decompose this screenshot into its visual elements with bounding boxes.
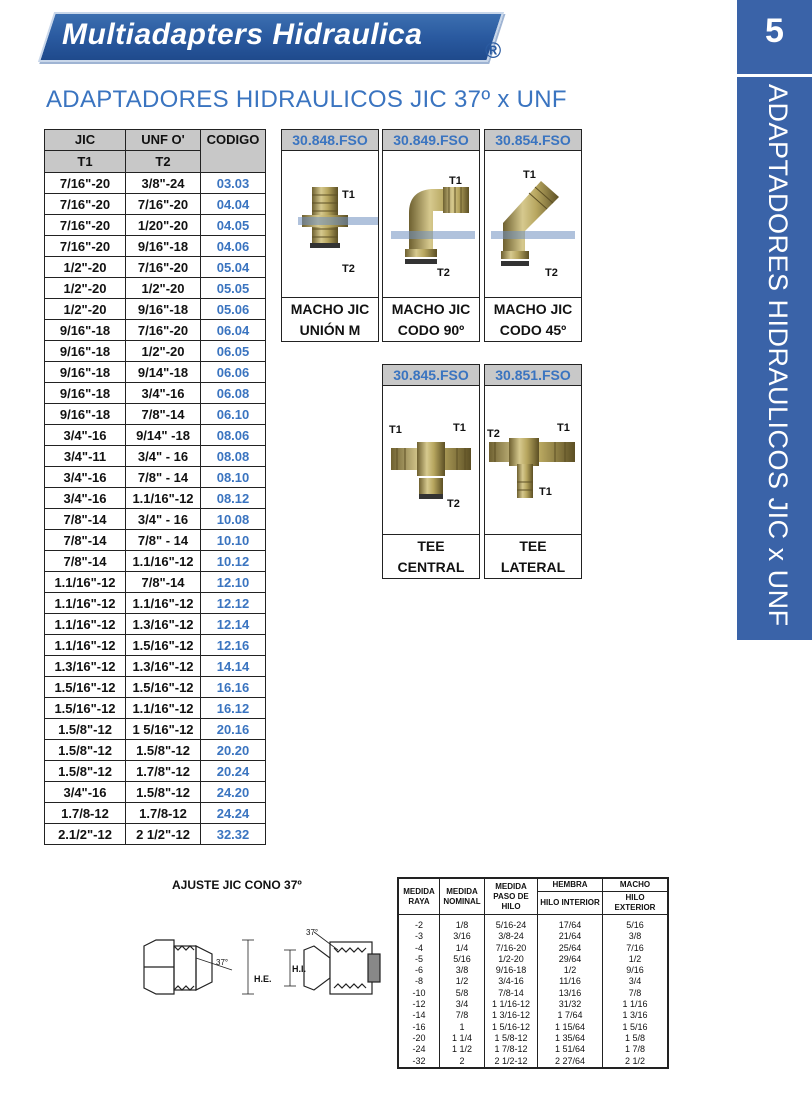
jic-cell: 7/16"-20 [45, 173, 126, 194]
spec-header-hembra: HEMBRA [538, 878, 603, 892]
spec-cell: 1 35/64 [538, 1033, 603, 1044]
spec-cell: 1 3/16-12 [485, 1010, 538, 1021]
table-row [45, 698, 266, 719]
spec-cell: 3/4 [603, 976, 669, 987]
table-row [45, 278, 266, 299]
jic-cell: 3/4"-16 [45, 467, 126, 488]
unf-cell: 7/16"-20 [126, 194, 201, 215]
unf-cell: 7/8"-14 [126, 404, 201, 425]
table-row [45, 383, 266, 404]
registered-mark: ® [485, 38, 502, 63]
unf-cell: 1/2"-20 [126, 278, 201, 299]
product-name-line1: MACHO JIC [391, 301, 471, 317]
jic-cell: 9/16"-18 [45, 341, 126, 362]
jic-cell: 7/8"-14 [45, 551, 126, 572]
spec-cell: 1/2 [538, 965, 603, 976]
jic-cell: 1/2"-20 [45, 278, 126, 299]
spec-cell: 13/16 [538, 988, 603, 999]
table-row [45, 782, 266, 803]
table-row [45, 404, 266, 425]
spec-header-hilo-interior: HILO INTERIOR [538, 892, 603, 915]
jic-cell: 7/16"-20 [45, 215, 126, 236]
codigo-cell: 20.24 [201, 761, 266, 782]
jic-cell: 1/2"-20 [45, 299, 126, 320]
table-row [45, 299, 266, 320]
table-row [45, 677, 266, 698]
jic-cell: 3/4"-16 [45, 782, 126, 803]
table-row [45, 635, 266, 656]
spec-cell: -8 [398, 976, 440, 987]
spec-header-hilo-exterior: HILO EXTERIOR [603, 892, 669, 915]
spec-cell: 1 1/16 [603, 999, 669, 1010]
spec-cell: 1 7/8-12 [485, 1044, 538, 1055]
table-row [45, 719, 266, 740]
spec-cell: 9/16-18 [485, 965, 538, 976]
thread-spec-table [397, 877, 669, 1069]
unf-cell: 9/14" -18 [126, 425, 201, 446]
jic-cell: 9/16"-18 [45, 362, 126, 383]
spec-row [398, 988, 668, 999]
jic-cell: 1.5/16"-12 [45, 677, 126, 698]
spec-cell: -10 [398, 988, 440, 999]
product-card [484, 129, 582, 342]
spec-row [398, 999, 668, 1010]
codigo-cell: 04.05 [201, 215, 266, 236]
spec-header-raya: MEDIDA RAYA [398, 878, 440, 915]
spec-cell: -5 [398, 954, 440, 965]
codigo-cell: 12.14 [201, 614, 266, 635]
product-name-line2: CENTRAL [397, 559, 465, 575]
spec-cell: 7/8 [603, 988, 669, 999]
ajuste-title: AJUSTE JIC CONO 37º [172, 878, 302, 892]
spec-cell: 1/2 [603, 954, 669, 965]
jic-cell: 1.1/16"-12 [45, 593, 126, 614]
jic-cell: 1.3/16"-12 [45, 656, 126, 677]
spec-cell: -3 [398, 931, 440, 942]
spec-cell: 5/8 [440, 988, 485, 999]
jic-cell: 9/16"-18 [45, 383, 126, 404]
side-title: ADAPTADORES HIDRAULICOS JIC x UNF [763, 84, 793, 627]
table-row [45, 740, 266, 761]
unf-cell: 1.5/8"-12 [126, 782, 201, 803]
spec-cell: -14 [398, 1010, 440, 1021]
table-row [45, 614, 266, 635]
spec-row [398, 1044, 668, 1055]
header-unf-sub: T2 [126, 151, 201, 173]
spec-cell: 11/16 [538, 976, 603, 987]
codigo-cell: 16.12 [201, 698, 266, 719]
product-image-elbow-45 [485, 151, 581, 298]
product-name-line2: CODO 90º [397, 322, 465, 338]
spec-row [398, 976, 668, 987]
spec-row [398, 915, 668, 932]
table-row [45, 446, 266, 467]
spec-cell: -6 [398, 965, 440, 976]
spec-cell: 7/16-20 [485, 943, 538, 954]
page-title: ADAPTADORES HIDRAULICOS JIC 37º x UNF [46, 86, 567, 113]
table-row [45, 320, 266, 341]
codigo-cell: 12.16 [201, 635, 266, 656]
section-side-tab [737, 0, 812, 640]
unf-cell: 7/16"-20 [126, 257, 201, 278]
spec-cell: 1 1/2 [440, 1044, 485, 1055]
codigo-cell: 05.05 [201, 278, 266, 299]
table-row [45, 509, 266, 530]
jic-cell: 1.5/16"-12 [45, 698, 126, 719]
spec-cell: 1/2 [440, 976, 485, 987]
spec-cell: -16 [398, 1022, 440, 1033]
t2-label: T2 [342, 263, 355, 275]
adapter-table [44, 129, 266, 845]
jic-cell: 9/16"-18 [45, 320, 126, 341]
unf-cell: 1 5/16"-12 [126, 719, 201, 740]
codigo-cell: 04.04 [201, 194, 266, 215]
spec-cell: 5/16 [603, 915, 669, 932]
logo-text [62, 18, 422, 52]
spec-cell: 7/16 [603, 943, 669, 954]
product-card [484, 364, 582, 579]
unf-cell: 1/20"-20 [126, 215, 201, 236]
spec-cell: 5/16 [440, 954, 485, 965]
table-row [45, 824, 266, 845]
spec-cell: 1 7/64 [538, 1010, 603, 1021]
unf-cell: 1.1/16"-12 [126, 593, 201, 614]
table-row [45, 362, 266, 383]
angle-label-male: 37° [216, 958, 229, 967]
side-divider [737, 74, 812, 77]
table-row [45, 761, 266, 782]
product-name [485, 535, 581, 578]
spec-cell: 2 [440, 1056, 485, 1068]
spec-cell: 1 5/16-12 [485, 1022, 538, 1033]
t1-label: T1 [389, 424, 402, 436]
spec-row [398, 931, 668, 942]
t1-label-right: T1 [453, 422, 466, 434]
spec-cell: 3/8 [440, 965, 485, 976]
spec-cell: 2 1/2 [603, 1056, 669, 1068]
jic-cell: 1.1/16"-12 [45, 635, 126, 656]
jic-cell: 1.5/8"-12 [45, 719, 126, 740]
unf-cell: 9/16"-18 [126, 299, 201, 320]
angle-label-female: 37° [306, 928, 319, 937]
unf-cell: 1.1/16"-12 [126, 488, 201, 509]
jic-cell: 7/8"-14 [45, 530, 126, 551]
table-row [45, 656, 266, 677]
table-row [45, 551, 266, 572]
spec-cell: 1/2-20 [485, 954, 538, 965]
spec-cell: 31/32 [538, 999, 603, 1010]
product-image-tee-central [383, 386, 479, 535]
unf-cell: 1.7/8-12 [126, 803, 201, 824]
unf-cell: 1.5/16"-12 [126, 635, 201, 656]
codigo-cell: 05.04 [201, 257, 266, 278]
product-image-tee-lateral [485, 386, 581, 535]
t1-label: T1 [557, 422, 570, 434]
jic-cell: 9/16"-18 [45, 404, 126, 425]
product-name [485, 298, 581, 341]
unf-cell: 1.1/16"-12 [126, 698, 201, 719]
product-name-line1: MACHO JIC [290, 301, 370, 317]
spec-row [398, 965, 668, 976]
product-name-line2: UNIÓN M [299, 322, 361, 338]
spec-cell: 1 51/64 [538, 1044, 603, 1055]
codigo-cell: 12.10 [201, 572, 266, 593]
spec-row [398, 1056, 668, 1068]
spec-cell: 3/16 [440, 931, 485, 942]
spec-cell: 1 7/8 [603, 1044, 669, 1055]
codigo-cell: 06.05 [201, 341, 266, 362]
codigo-cell: 10.08 [201, 509, 266, 530]
unf-cell: 1.5/8"-12 [126, 740, 201, 761]
product-name [282, 298, 378, 341]
spec-cell: 2 1/2-12 [485, 1056, 538, 1068]
codigo-cell: 08.08 [201, 446, 266, 467]
unf-cell: 9/14"-18 [126, 362, 201, 383]
jic-cell: 1/2"-20 [45, 257, 126, 278]
product-code: 30.849.FSO [383, 130, 479, 151]
product-name [383, 298, 479, 341]
hi-label: H.I. [292, 964, 307, 974]
spec-row [398, 1033, 668, 1044]
jic-cell: 7/16"-20 [45, 194, 126, 215]
he-label: H.E. [254, 974, 272, 984]
unf-cell: 7/8" - 14 [126, 467, 201, 488]
codigo-cell: 10.10 [201, 530, 266, 551]
header-jic-sub: T1 [45, 151, 126, 173]
spec-cell: 1 15/64 [538, 1022, 603, 1033]
codigo-cell: 04.06 [201, 236, 266, 257]
unf-cell: 3/4" - 16 [126, 446, 201, 467]
table-row [45, 467, 266, 488]
t2-label: T2 [487, 428, 500, 440]
unf-cell: 9/16"-18 [126, 236, 201, 257]
codigo-cell: 08.10 [201, 467, 266, 488]
jic-cell: 3/4"-16 [45, 425, 126, 446]
spec-cell: 1 5/8 [603, 1033, 669, 1044]
codigo-cell: 06.06 [201, 362, 266, 383]
spec-row [398, 1022, 668, 1033]
t1-label-bottom: T1 [539, 486, 552, 498]
codigo-cell: 14.14 [201, 656, 266, 677]
unf-cell: 1.3/16"-12 [126, 614, 201, 635]
table-row [45, 425, 266, 446]
spec-cell: 1 [440, 1022, 485, 1033]
spec-cell: -4 [398, 943, 440, 954]
logo-part1: Multiadapters [62, 18, 264, 51]
spec-cell: 1 1/16-12 [485, 999, 538, 1010]
product-name-line1: TEE [519, 538, 547, 554]
spec-cell: 7/8 [440, 1010, 485, 1021]
table-row [45, 572, 266, 593]
jic-cell: 1.1/16"-12 [45, 614, 126, 635]
table-row [45, 593, 266, 614]
product-code: 30.848.FSO [282, 130, 378, 151]
jic-cell: 7/16"-20 [45, 236, 126, 257]
table-row [45, 257, 266, 278]
table-row [45, 803, 266, 824]
codigo-cell: 06.10 [201, 404, 266, 425]
product-code: 30.851.FSO [485, 365, 581, 386]
codigo-cell: 08.06 [201, 425, 266, 446]
codigo-cell: 16.16 [201, 677, 266, 698]
product-code: 30.854.FSO [485, 130, 581, 151]
codigo-cell: 24.24 [201, 803, 266, 824]
spec-cell: 1/4 [440, 943, 485, 954]
jic-cell: 2.1/2"-12 [45, 824, 126, 845]
jic-cell: 1.5/8"-12 [45, 761, 126, 782]
product-image-elbow-90 [383, 151, 479, 298]
spec-cell: 3/4 [440, 999, 485, 1010]
spec-cell: 9/16 [603, 965, 669, 976]
thread-spec-body [398, 915, 668, 1068]
spec-cell: 3/4-16 [485, 976, 538, 987]
spec-cell: 2 27/64 [538, 1056, 603, 1068]
header-codigo: CODIGO [201, 130, 266, 173]
product-name-line1: MACHO JIC [493, 301, 573, 317]
unf-cell: 1/2"-20 [126, 341, 201, 362]
spec-row [398, 943, 668, 954]
unf-cell: 1.5/16"-12 [126, 677, 201, 698]
header-unf: UNF O' [126, 130, 201, 151]
unf-cell: 1.7/8"-12 [126, 761, 201, 782]
spec-cell: -32 [398, 1056, 440, 1068]
codigo-cell: 20.16 [201, 719, 266, 740]
codigo-cell: 10.12 [201, 551, 266, 572]
spec-cell: 1 5/16 [603, 1022, 669, 1033]
t1-label: T1 [449, 175, 462, 187]
unf-cell: 3/4" - 16 [126, 509, 201, 530]
product-name-line2: LATERAL [500, 559, 566, 575]
table-row [45, 236, 266, 257]
t1-label: T1 [342, 189, 355, 201]
t2-label: T2 [447, 498, 460, 510]
codigo-cell: 12.12 [201, 593, 266, 614]
spec-cell: 1 1/4 [440, 1033, 485, 1044]
jic-cell: 1.5/8"-12 [45, 740, 126, 761]
codigo-cell: 06.08 [201, 383, 266, 404]
table-row [45, 341, 266, 362]
spec-header-nominal: MEDIDA NOMINAL [440, 878, 485, 915]
jic-cell: 3/4"-11 [45, 446, 126, 467]
spec-header-paso: MEDIDA PASO DE HILO [485, 878, 538, 915]
spec-cell: 25/64 [538, 943, 603, 954]
codigo-cell: 20.20 [201, 740, 266, 761]
spec-cell: -24 [398, 1044, 440, 1055]
codigo-cell: 08.12 [201, 488, 266, 509]
spec-cell: 17/64 [538, 915, 603, 932]
codigo-cell: 32.32 [201, 824, 266, 845]
unf-cell: 7/8"-14 [126, 572, 201, 593]
unf-cell: 2 1/2"-12 [126, 824, 201, 845]
product-name [383, 535, 479, 578]
t2-label: T2 [437, 267, 450, 279]
unf-cell: 7/8" - 14 [126, 530, 201, 551]
t1-label: T1 [523, 169, 536, 181]
header-jic: JIC [45, 130, 126, 151]
unf-cell: 1.3/16"-12 [126, 656, 201, 677]
jic-cone-diagram [134, 928, 384, 1008]
product-card [382, 364, 480, 579]
product-name-line1: TEE [417, 538, 445, 554]
spec-cell: 21/64 [538, 931, 603, 942]
spec-row [398, 1010, 668, 1021]
unf-cell: 3/4"-16 [126, 383, 201, 404]
spec-cell: 7/8-14 [485, 988, 538, 999]
page-number: 5 [765, 12, 784, 50]
table-row [45, 530, 266, 551]
product-code: 30.845.FSO [383, 365, 479, 386]
spec-cell: 1 3/16 [603, 1010, 669, 1021]
unf-cell: 3/8"-24 [126, 173, 201, 194]
table-row [45, 215, 266, 236]
codigo-cell: 05.06 [201, 299, 266, 320]
spec-cell: -20 [398, 1033, 440, 1044]
jic-cell: 1.7/8-12 [45, 803, 126, 824]
product-name-line2: CODO 45º [499, 322, 567, 338]
product-card [382, 129, 480, 342]
spec-cell: -2 [398, 915, 440, 932]
table-row [45, 173, 266, 194]
adapter-table-body [45, 173, 266, 845]
spec-cell: 3/8-24 [485, 931, 538, 942]
brand-logo [42, 8, 512, 64]
product-card [281, 129, 379, 342]
codigo-cell: 24.20 [201, 782, 266, 803]
spec-header-macho: MACHO [603, 878, 669, 892]
logo-part2: Hidraulica [272, 18, 423, 51]
product-image-union [282, 151, 378, 298]
codigo-cell: 03.03 [201, 173, 266, 194]
spec-cell: 3/8 [603, 931, 669, 942]
jic-cell: 1.1/16"-12 [45, 572, 126, 593]
jic-cell: 3/4"-16 [45, 488, 126, 509]
spec-cell: 5/16-24 [485, 915, 538, 932]
spec-cell: 29/64 [538, 954, 603, 965]
spec-cell: -12 [398, 999, 440, 1010]
codigo-cell: 06.04 [201, 320, 266, 341]
spec-row [398, 954, 668, 965]
table-row [45, 488, 266, 509]
jic-cell: 7/8"-14 [45, 509, 126, 530]
unf-cell: 7/16"-20 [126, 320, 201, 341]
spec-cell: 1/8 [440, 915, 485, 932]
table-row [45, 194, 266, 215]
unf-cell: 1.1/16"-12 [126, 551, 201, 572]
t2-label: T2 [545, 267, 558, 279]
spec-cell: 1 5/8-12 [485, 1033, 538, 1044]
